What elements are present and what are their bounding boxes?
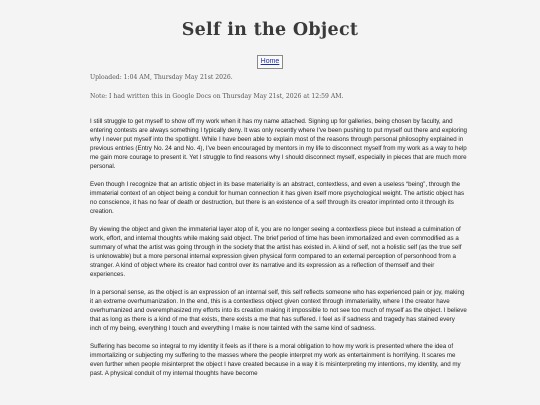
- paragraph: I still struggle to get myself to show off my work when it has my name attached. Signing up for galleries, being chosen by faculty, and entering contests are always something I typically deny. It was only recently where I've been pushing to put myself out there and exploring why I never put myself into the spotlight. While I have been able to explain most of the reasons through personal philosophy explained in previous entries (Entry No. 24 and No. 4), I've been encouraged by mentors in my life to disconnect myself from my work as a way to help me gain more courage to present it. Yet I struggle to find reasons why I should disconnect myself, especially in pieces that are much more personal.: [90, 118, 467, 171]
- article-body: [90, 117, 467, 387]
- paragraph: In a personal sense, as the object is an expression of an internal self, this self reflects someone who has experienced pain or joy, making it an extreme overhumanization. In the end, this is a contextless object given context through immateriality, where I the creator have overhumanized and overemphasized my efforts into its creation making it impossible to not see too much of myself as the object. I believe that as long as there is a kind of me that exists, there exists a me that has suffered. I feel as if sadness and tragedy has stained every inch of my being, everything I touch and everything I make is now tainted with the same kind of sadness.: [90, 289, 467, 333]
- upload-timestamp: Uploaded: 1:04 AM, Thursday May 21st 2026.: [90, 74, 233, 81]
- paragraph: Even though I recognize that an artistic object in its base materiality is an abstract, contextless, and even a useless “being”, through the immaterial context of an object being a conduit for human connection it has given itself more psychological weight. The artistic object has no conscience, it has no fear of death or destruction, but there is an existence of a self through its creator imprinted onto it through its creation.: [90, 181, 465, 216]
- home-nav: [0, 50, 540, 69]
- author-note: Note: I had written this in Google Docs on Thursday May 21st, 2026 at 12:59 AM.: [90, 93, 344, 100]
- home-button[interactable]: Home: [257, 55, 284, 69]
- page-title: Self in the Object: [181, 20, 359, 40]
- paragraph: Suffering has become so integral to my identity it feels as if there is a moral obligation to how my work is presented where the idea of immortalizing or subjecting my suffering to the masses where the people interpret my work as entertainment is horrifying. It scares me even further when people misinterpret the object I have created because in a way it is misinterpreting my intentions, my identity, and my past. A physical conduit of my internal thoughts have become: [90, 342, 461, 378]
- paragraph: By viewing the object and given the immaterial layer atop of it, you are no longer seeing a contextless piece but instead a culmination of work, effort, and internal thoughts while making said object. The brief period of time has been immortalized and even commodified as a summary of what the artist was going through in the society that the artist has existed in. A kind of self, not a holistic self (as the true self is unknowable) but a more personal internal expression given physical form compared to an external perception of personhood from a stranger. A kind of object where its creator had control over its narrative and its expression as a reflection of themself and their experiences.: [90, 225, 462, 279]
